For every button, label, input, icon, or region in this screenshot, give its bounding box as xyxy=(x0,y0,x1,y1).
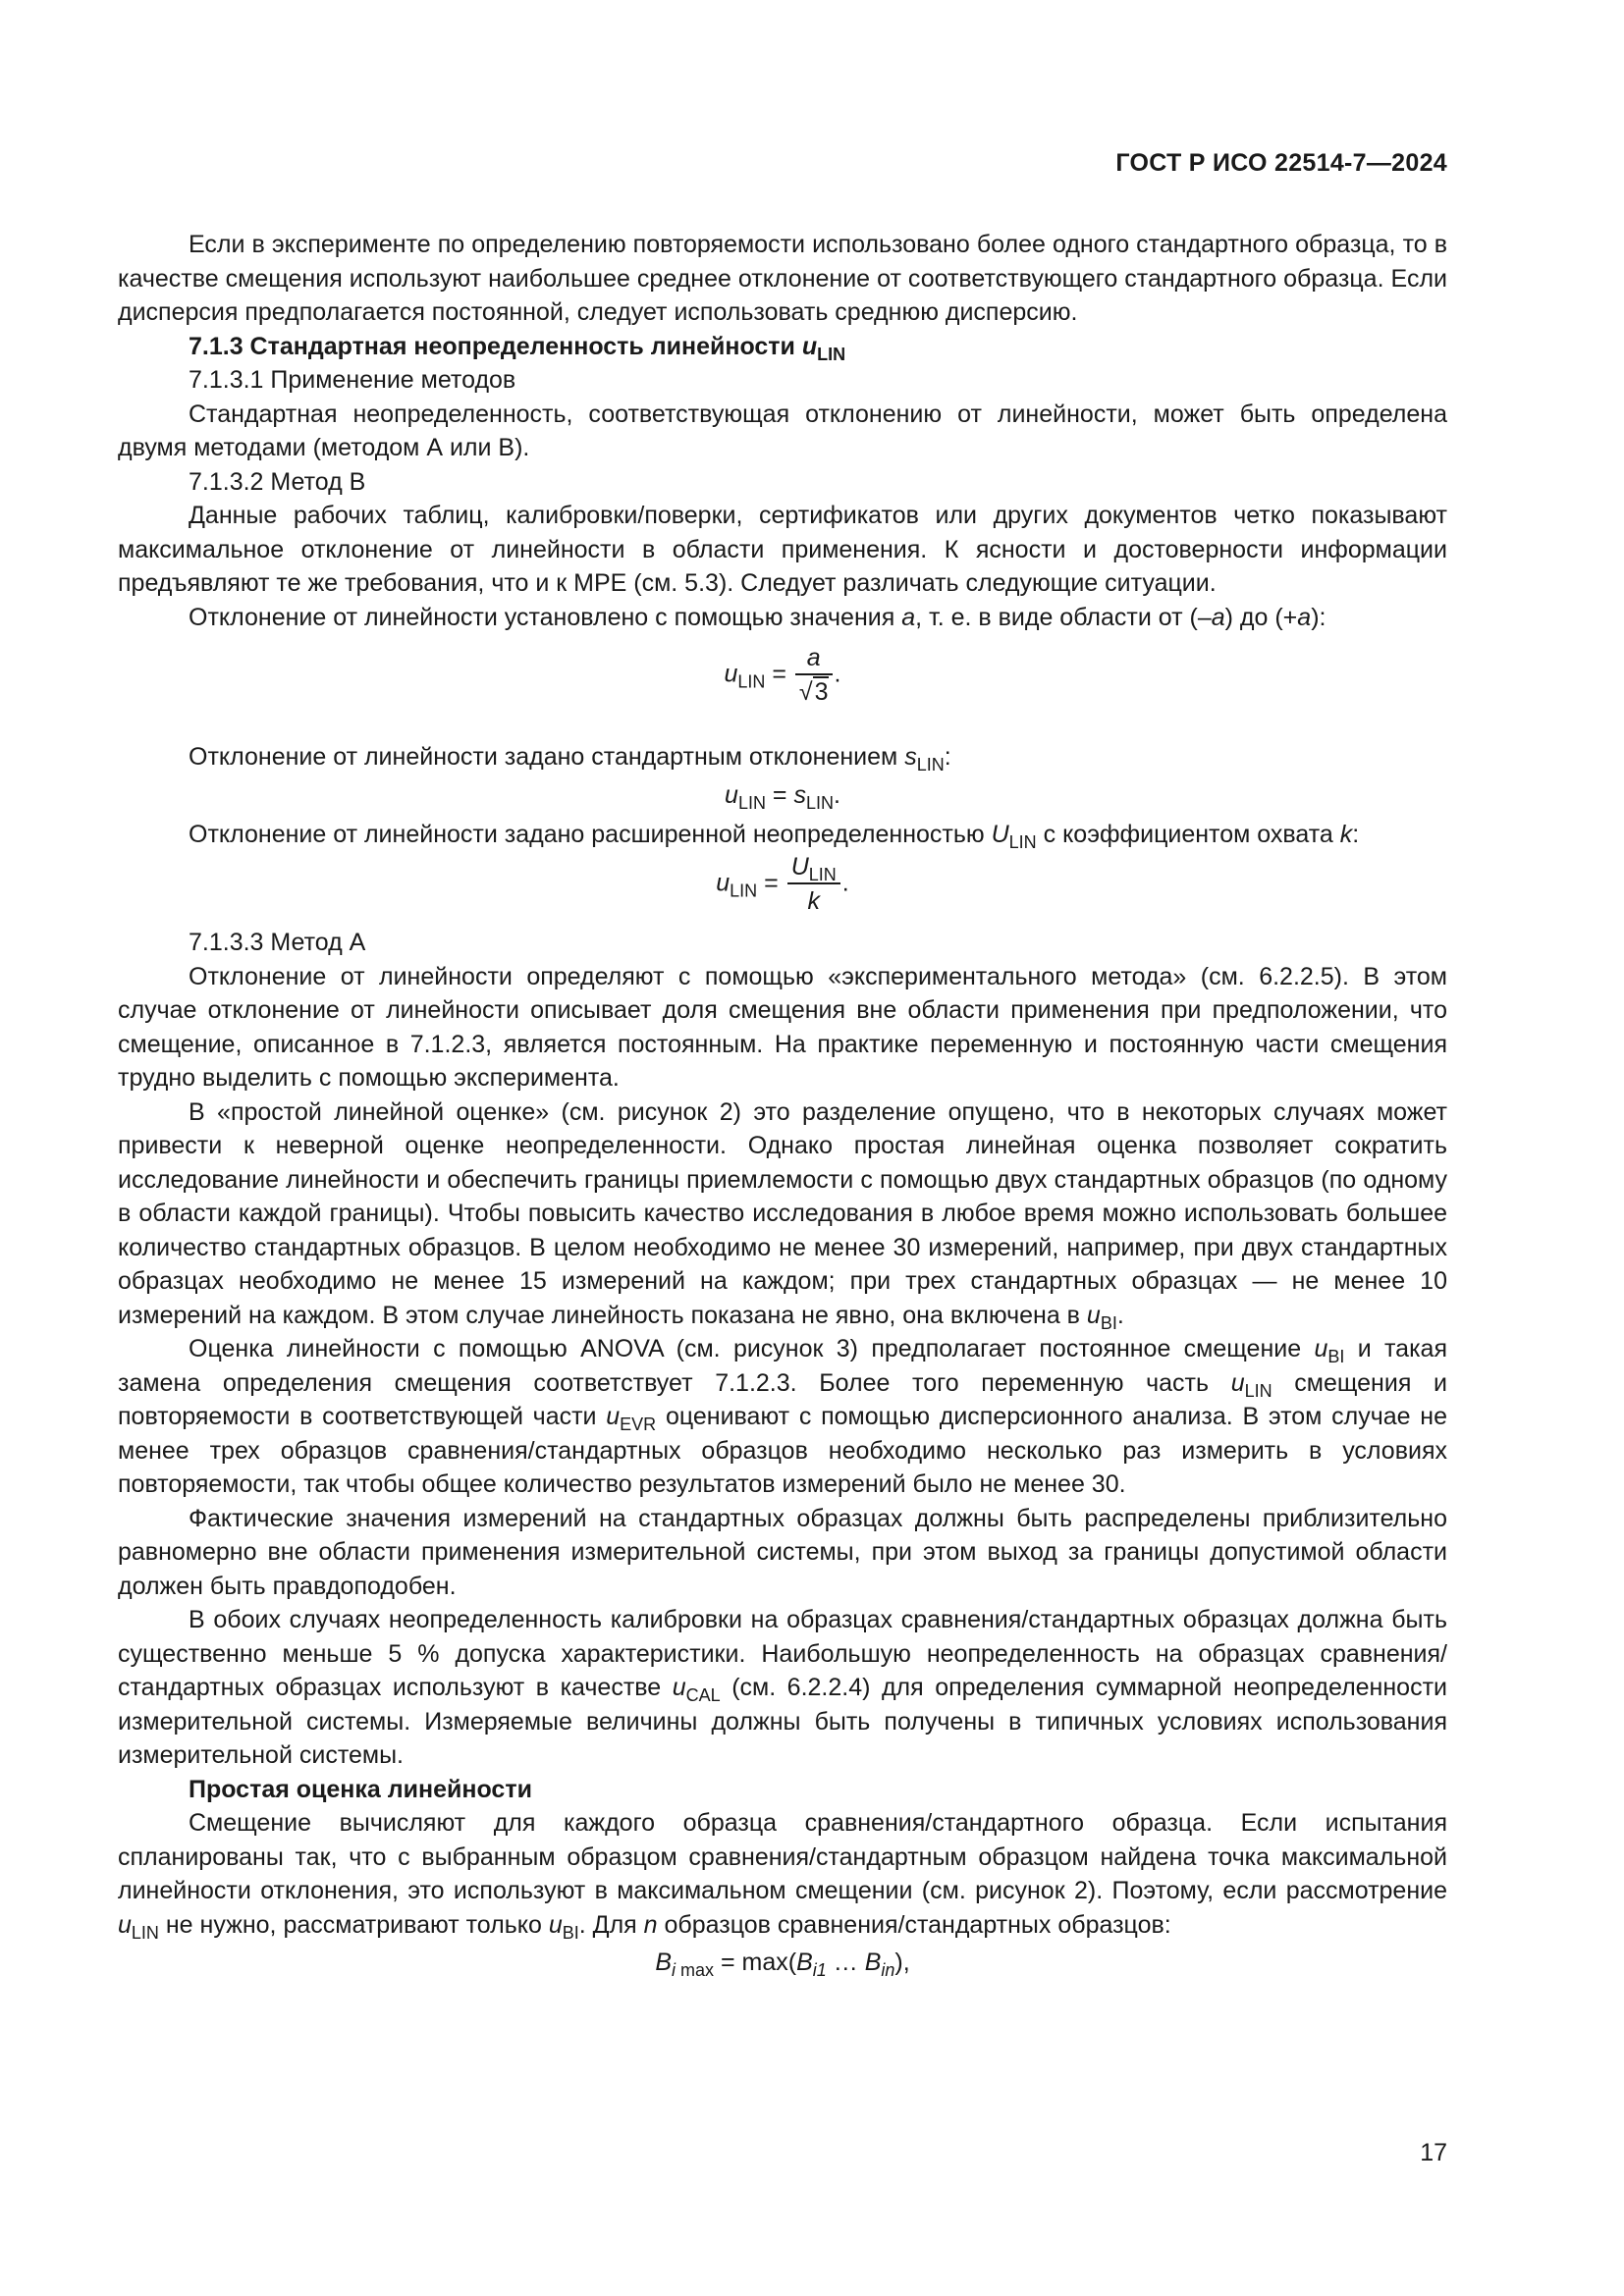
paragraph: Отклонение от линейности задано расширенной неопределенностью $U_{LIN}$ с коэффициентом охвата k: xyxy=(189,820,1360,852)
paragraph: В «простой линейной оценке» (см. рисунок 2) это разделение опущено, что в некоторых случаях может привести к неверной оценке неопределенности. Однако простая линейная оценка позволяет сократить исследование линейности и обеспечить границы приемлемости с помощью двух стандартных образцов (по одному в области каждой границы). Чтобы повысить качество исследования в любое время можно использовать большее количество стандартных образцов. В целом необходимо не менее 30 измерений, например, при двух стандартных образцах необходимо не менее 15 измерений на каждом; при трех стандартных образцах — не менее 10 измерений на каждом. В этом случае линейность показана не явно, она включена в $u_{BI}$. xyxy=(118,1097,1447,1333)
paragraph: Отклонение от линейности определяют с помощью «экспериментального метода» (см. 6.2.2.5). В этом случае отклонение от линейности описывает доля смещения вне области применения при предположении, что смещение, описанное в 7.1.2.3, является постоянным. На практике переменную и постоянную части смещения трудно выделить с помощью эксперимента. xyxy=(118,962,1447,1092)
page-number: 17 xyxy=(1420,2139,1447,2166)
sqrt-symbol: √ xyxy=(798,678,813,706)
paragraph: Фактические значения измерений на стандартных образцах должны быть распределены приблизительно равномерно вне области применения измерительной системы, при этом выход за границы допустимой области должен быть правдоподобен. xyxy=(118,1504,1447,1600)
paragraph: Отклонение от линейности задано стандартным отклонением $s_{LIN}$: xyxy=(189,743,951,774)
equation-bimax: $B_{i max} = \max(B_{i1}$ … $B_{in}$), xyxy=(655,1949,910,1980)
paragraph: Если в эксперименте по определению повторяемости использовано более одного стандартного образца, то в качестве смещения используют наибольшее среднее отклонение от соответствующего стандартного образца. Если дисперсия предполагается постоянной, следует использовать среднюю дисперсию. xyxy=(118,231,1447,326)
paragraph: Стандартная неопределенность, соответствующая отклонению от линейности, может быть определена двумя методами (методом А или В). xyxy=(118,400,1447,461)
paragraph: Данные рабочих таблиц, калибровки/поверки, сертификатов или других документов четко показывают максимальное отклонение от линейности в области применения. К ясности и достоверности информации предъявляют те же требования, что и к МРЕ (см. 5.3). Следует различать следующие ситуации. xyxy=(118,502,1447,597)
section-heading-7-1-3: 7.1.3 Стандартная неопределенность линейности $u_{LIN}$ xyxy=(189,332,846,364)
page-header: ГОСТ Р ИСО 22514-7—2024 xyxy=(1115,149,1447,177)
subsection-heading-7-1-3-3: 7.1.3.3 Метод А xyxy=(189,929,366,956)
paragraph: В обоих случаях неопределенность калибровки на образцах сравнения/стандартных образцах должна быть существенно меньше 5 % допуска характеристики. Наибольшую неопределенность на образцах сравнения/стандартных образцах используют в качестве $u_{CAL}$ (см. 6.2.2.4) для определения суммарной неопределенности измерительной системы. Измеряемые величины должны быть получены в типичных условиях использования измерительной системы. xyxy=(118,1606,1447,1769)
subsection-heading-7-1-3-2: 7.1.3.2 Метод В xyxy=(189,467,366,496)
document-body xyxy=(118,228,1447,1995)
equation-ulin-slin: $u_{LIN} = s_{LIN}$. xyxy=(725,780,840,813)
paragraph: Отклонение от линейности установлено с помощью значения a, т. е. в виде области от (–a) до (+a): xyxy=(189,603,1326,631)
equation-ulin-Ulin-k: $u_{LIN}$ = $\frac{U_{LIN}}{k}$ . xyxy=(716,853,849,915)
simple-linearity-heading: Простая оценка линейности xyxy=(189,1775,532,1803)
paragraph: Оценка линейности с помощью ANOVA (см. рисунок 3) предполагает постоянное смещение $u_{BI}$ и такая замена определения смещения соответствует 7.1.2.3. Более того переменную часть $u_{LIN}$ смещения и повторяемости в соответствующей части $u_{EVR}$ оценивают с помощью дисперсионного анализа. В этом случае не менее трех образцов сравнения/стандартных образцов необходимо несколько раз измерить в условиях повторяемости, так чтобы общее количество результатов измерений было не менее 30. xyxy=(118,1335,1447,1498)
equation-ulin-a-sqrt3: $u_{LIN}$ = $\frac{a}{√3}$ . xyxy=(724,644,841,706)
subsection-heading-7-1-3-1: 7.1.3.1 Применение методов xyxy=(189,366,516,394)
paragraph: Смещение вычисляют для каждого образца сравнения/стандартного образца. Если испытания спланированы так, что с выбранным образцом сравнения/стандартным образцом найдена точка максимальной линейности отклонения, это используют в максимальном смещении (см. рисунок 2). Поэтому, если рассмотрение $u_{LIN}$ не нужно, рассматривают только $u_{BI}$. Для n образцов сравнения/стандартных образцов: xyxy=(118,1809,1447,1943)
